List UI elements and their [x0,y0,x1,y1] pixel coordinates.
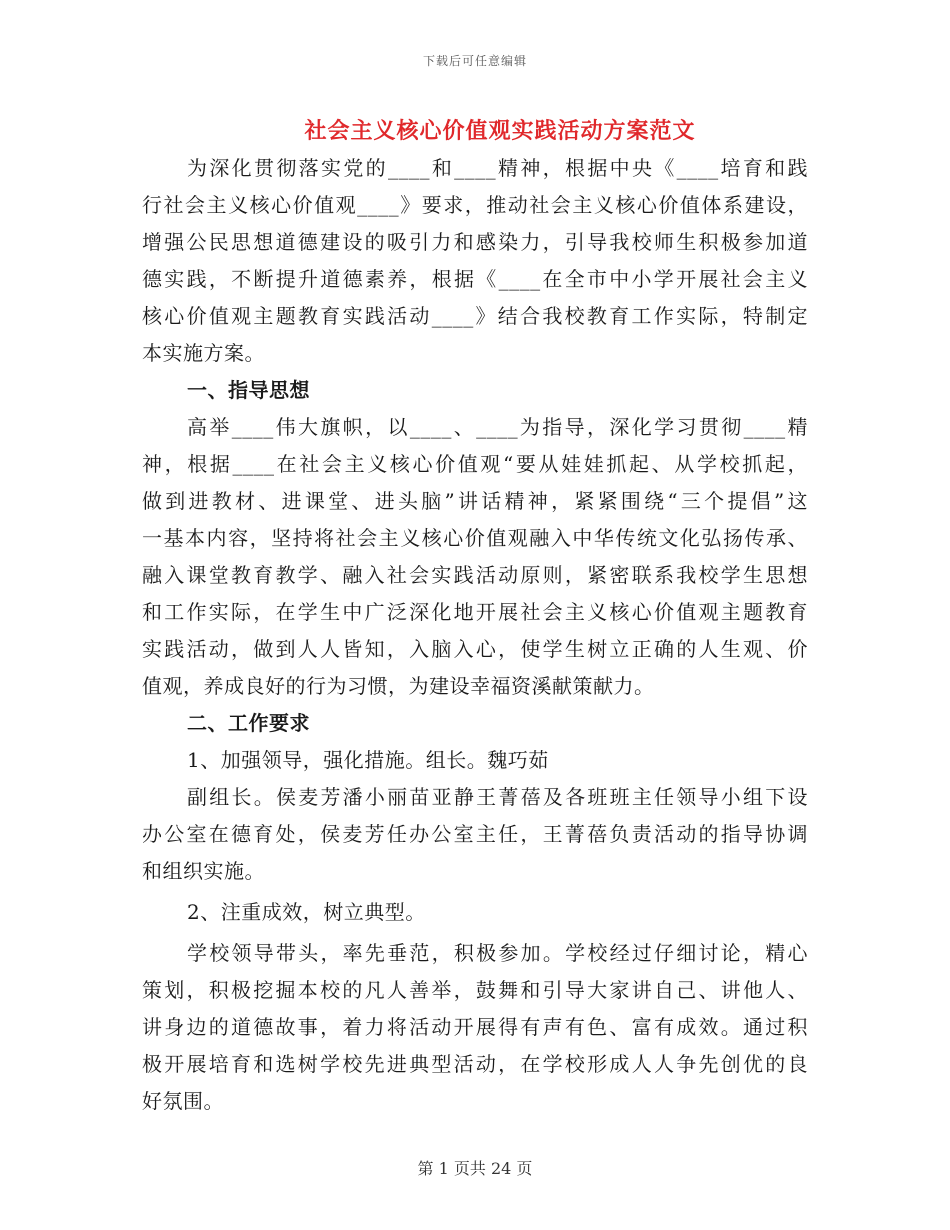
paragraph-line: 神，根据____在社会主义核心价值观“要从娃娃抓起、从学校抓起， [142,452,808,476]
paragraph-line: 副组长。侯麦芳潘小丽苗亚静王菁蓓及各班班主任领导小组下设 [187,785,808,809]
page-number-footer: 第 1 页共 24 页 [417,1159,533,1178]
paragraph-line: 一基本内容，坚持将社会主义核心价值观融入中华传统文化弘扬传承、 [142,526,808,550]
paragraph-line: 为深化贯彻落实党的____和____精神，根据中央《____培育和践 [187,156,808,180]
subsection-heading: 1、加强领导，强化措施。组长。魏巧茹 [187,748,549,772]
paragraph-line: 德实践，不断提升道德素养，根据《____在全市中小学开展社会主义 [142,267,808,291]
paragraph-line: 行社会主义核心价值观____》要求，推动社会主义核心价值体系建设， [142,193,808,217]
paragraph-line: 核心价值观主题教育实践活动____》结合我校教育工作实际，特制定 [142,304,808,328]
paragraph-line: 增强公民思想道德建设的吸引力和感染力，引导我校师生积极参加道 [142,230,808,254]
paragraph-line: 做到进教材、进课堂、进头脑”讲话精神，紧紧围绕“三个提倡”这 [142,489,808,513]
paragraph-line: 讲身边的道德故事，着力将活动开展得有声有色、富有成效。通过积 [142,1015,808,1039]
paragraph-line: 和工作实际，在学生中广泛深化地开展社会主义核心价值观主题教育 [142,600,808,624]
paragraph-line: 学校领导带头，率先垂范，积极参加。学校经过仔细讨论，精心 [187,941,808,965]
paragraph-line: 本实施方案。 [142,341,265,365]
section-heading: 二、工作要求 [187,711,310,735]
paragraph-line: 实践活动，做到人人皆知，入脑入心，使学生树立正确的人生观、价 [142,637,808,661]
paragraph-line: 值观，养成良好的行为习惯，为建设幸福资溪献策献力。 [142,674,655,698]
paragraph-line: 策划，积极挖掘本校的凡人善举，鼓舞和引导大家讲自己、讲他人、 [142,978,808,1002]
section-heading: 一、指导思想 [187,378,310,402]
paragraph-line: 融入课堂教育教学、融入社会实践活动原则，紧密联系我校学生思想 [142,563,808,587]
document-body [142,150,808,1120]
page-header-note: 下载后可任意编辑 [422,54,527,68]
paragraph-line: 办公室在德育处，侯麦芳任办公室主任，王菁蓓负责活动的指导协调 [142,822,808,846]
subsection-heading: 2、注重成效，树立典型。 [187,900,426,924]
document-title: 社会主义核心价值观实践活动方案范文 [304,118,696,144]
paragraph-line: 极开展培育和选树学校先进典型活动，在学校形成人人争先创优的良 [142,1052,808,1076]
paragraph-line: 和组织实施。 [142,859,265,883]
paragraph-line: 好氛围。 [142,1089,224,1113]
paragraph-line: 高举____伟大旗帜，以____、____为指导，深化学习贯彻____精 [187,415,808,439]
